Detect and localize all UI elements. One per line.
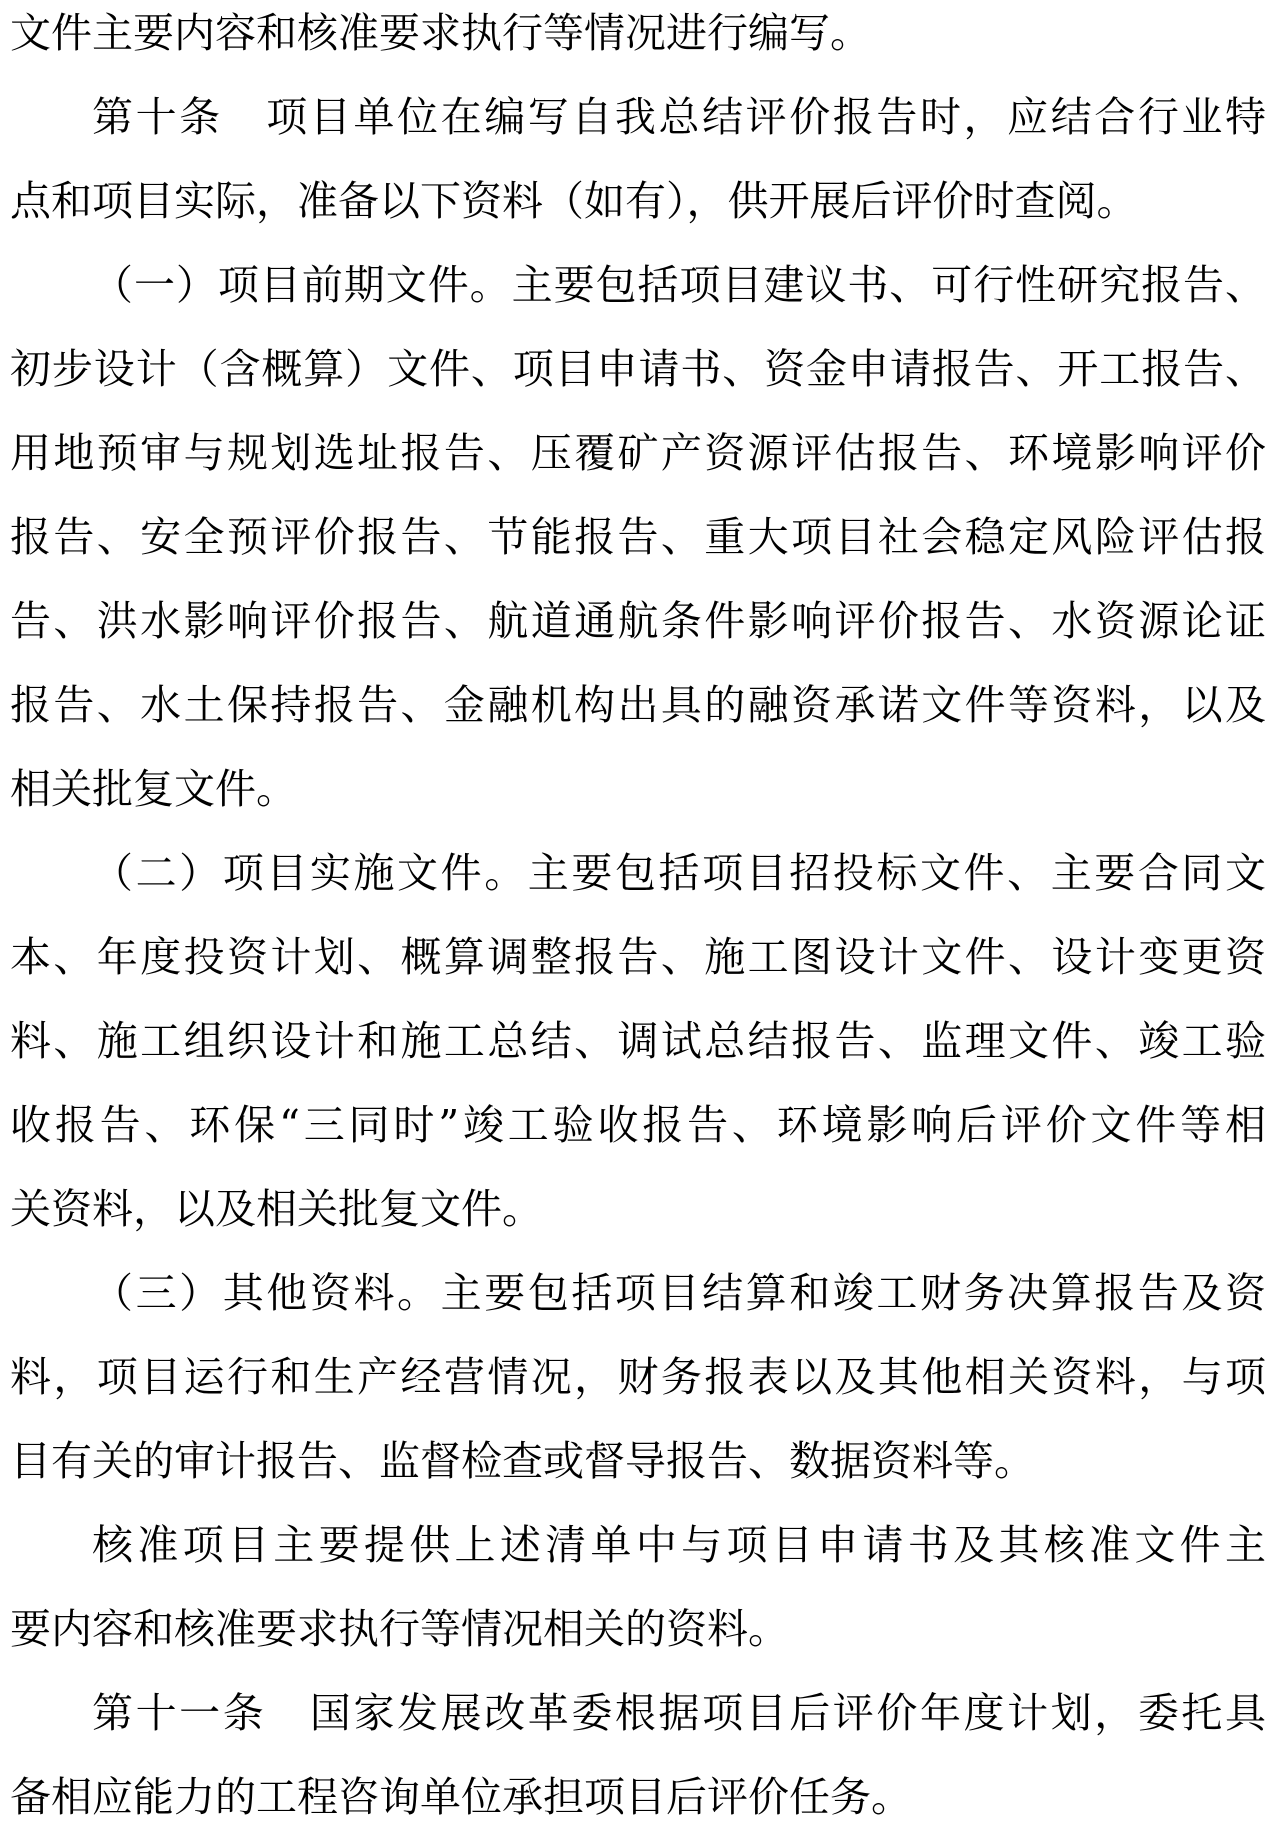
text-line: 文件主要内容和核准要求执行等情况进行编写。: [10, 9, 871, 57]
text-line: （一）项目前期文件。主要包括项目建议书、可行性研究报告、: [92, 261, 1266, 309]
text-line: 料、施工组织设计和施工总结、调试总结报告、监理文件、竣工验: [10, 1017, 1266, 1065]
text-line: 目有关的审计报告、监督检查或督导报告、数据资料等。: [10, 1437, 1035, 1485]
text-line: 关资料，以及相关批复文件。: [10, 1185, 543, 1233]
text-line: 料，项目运行和生产经营情况，财务报表以及其他相关资料，与项: [10, 1353, 1266, 1401]
text-line: 第十一条 国家发展改革委根据项目后评价年度计划，委托具: [92, 1689, 1266, 1737]
text-line: 核准项目主要提供上述清单中与项目申请书及其核准文件主: [92, 1521, 1266, 1569]
text-line: （三）其他资料。主要包括项目结算和竣工财务决算报告及资: [92, 1269, 1266, 1317]
text-line: 告、洪水影响评价报告、航道通航条件影响评价报告、水资源论证: [10, 597, 1266, 645]
text-line: 用地预审与规划选址报告、压覆矿产资源评估报告、环境影响评价: [10, 429, 1266, 477]
text-line: 相关批复文件。: [10, 765, 297, 813]
text-line: 点和项目实际，准备以下资料（如有），供开展后评价时查阅。: [10, 177, 1138, 225]
text-line: 初步设计（含概算）文件、项目申请书、资金申请报告、开工报告、: [10, 345, 1266, 393]
text-line: 收报告、环保“三同时”竣工验收报告、环境影响后评价文件等相: [10, 1101, 1266, 1149]
text-line: 备相应能力的工程咨询单位承担项目后评价任务。: [10, 1773, 912, 1821]
text-line: 第十条 项目单位在编写自我总结评价报告时，应结合行业特: [92, 93, 1266, 141]
text-line: 报告、安全预评价报告、节能报告、重大项目社会稳定风险评估报: [10, 513, 1266, 561]
text-line: 报告、水土保持报告、金融机构出具的融资承诺文件等资料，以及: [10, 681, 1266, 729]
text-line: 本、年度投资计划、概算调整报告、施工图设计文件、设计变更资: [10, 933, 1266, 981]
text-line: 要内容和核准要求执行等情况相关的资料。: [10, 1605, 789, 1653]
text-line: （二）项目实施文件。主要包括项目招投标文件、主要合同文: [92, 849, 1266, 897]
document-body: [10, 0, 1266, 1839]
